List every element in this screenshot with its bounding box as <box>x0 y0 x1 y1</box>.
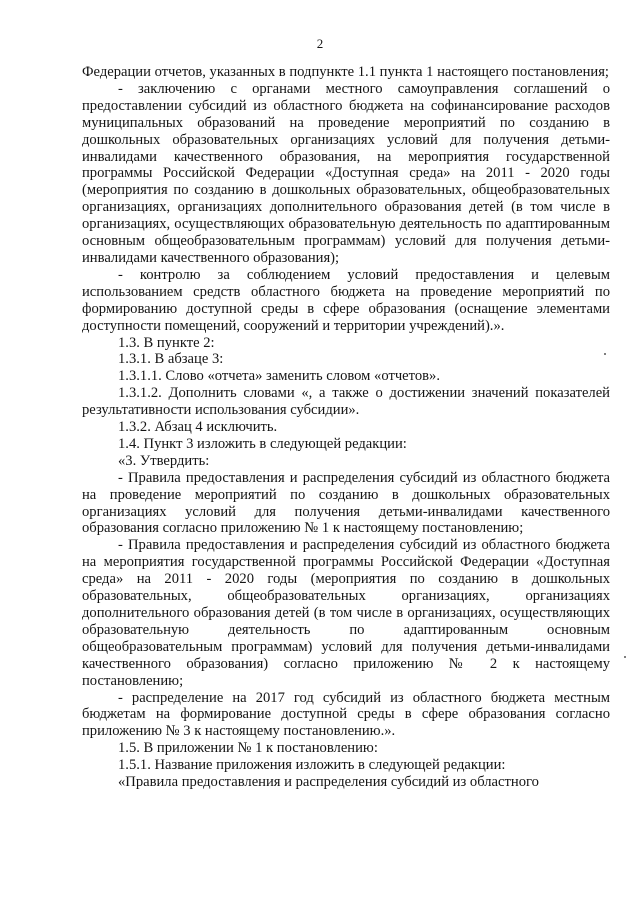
paragraph-9: 1.4. Пункт 3 изложить в следующей редакции: <box>118 435 407 452</box>
page-number: 2 <box>316 36 324 51</box>
paragraph-15: 1.5.1. Название приложения изложить в следующей редакции: <box>118 757 506 774</box>
paragraph-8: 1.3.2. Абзац 4 исключить. <box>118 419 278 436</box>
paragraph-2: - заключению с органами местного самоуправления соглашений о предоставлении субсидий из областного бюджета на софинансирование расходов муниципальных образований на проведение мероприятий по созданию в дошкольных образовательных организациях условий для получения детьми-инвалидами качественного образования, на мероприятия государственной программы Российской Федерации «Доступная среда» на 2011 - 2020 годы (мероприятия по созданию в дошкольных образовательных, общеобразовательных организациях, организациях дополнительного образования детей (в том числе в организациях, осуществляющих образовательную деятельность по адаптированным основным общеобразовательным программам) условий для получения детьми-инвалидами качественного образования); <box>82 80 610 266</box>
paragraph-12: - Правила предоставления и распределения субсидий из областного бюджета на мероприятия государственной программы Российской Федерации «Доступная среда» на 2011 - 2020 годы (мероприятия по созданию в дошкольных образовательных, общеобразовательных организациях, организациях дополнительного образования детей (в том числе в организациях, осуществляющих образовательную деятельность по адаптированным основным общеобразовательным программам) условий для получения детьми-инвалидами качественного образования) согласно приложению № 2 к настоящему постановлению; <box>82 537 610 689</box>
paragraph-16: «Правила предоставления и распределения субсидий из областного <box>118 774 539 791</box>
paragraph-4: 1.3. В пункте 2: <box>118 334 215 351</box>
paragraph-6: 1.3.1.1. Слово «отчета» заменить словом «отчетов». <box>118 368 440 385</box>
paragraph-5: 1.3.1. В абзаце 3: <box>118 351 224 368</box>
scan-speck <box>624 656 626 658</box>
paragraph-10: «3. Утвердить: <box>118 452 210 469</box>
paragraph-7: 1.3.1.2. Дополнить словами «, а также о достижении значений показателей результативности использования субсидии». <box>82 385 610 419</box>
paragraph-1: Федерации отчетов, указанных в подпункте 1.1 пункта 1 настоящего постановления; <box>82 64 609 80</box>
paragraph-14: 1.5. В приложении № 1 к постановлению: <box>118 740 378 757</box>
paragraph-3: - контролю за соблюдением условий предоставления и целевым использованием средств областного бюджета на проведение мероприятий по формированию доступной среды в сфере образования (оснащение элементами доступности помещений, сооружений и территории учреждений).». <box>82 266 610 334</box>
paragraph-13: - распределение на 2017 год субсидий из областного бюджета местным бюджетам на формирование доступной среды в сфере образования согласно приложению № 3 к настоящему постановлению.». <box>82 689 610 740</box>
document-body <box>82 64 610 791</box>
scan-speck <box>604 353 606 355</box>
paragraph-11: - Правила предоставления и распределения субсидий из областного бюджета на проведение мероприятий по созданию в дошкольных образовательных организациях условий для получения детьми-инвалидами качественного образования согласно приложению № 1 к настоящему постановлению; <box>82 469 610 537</box>
